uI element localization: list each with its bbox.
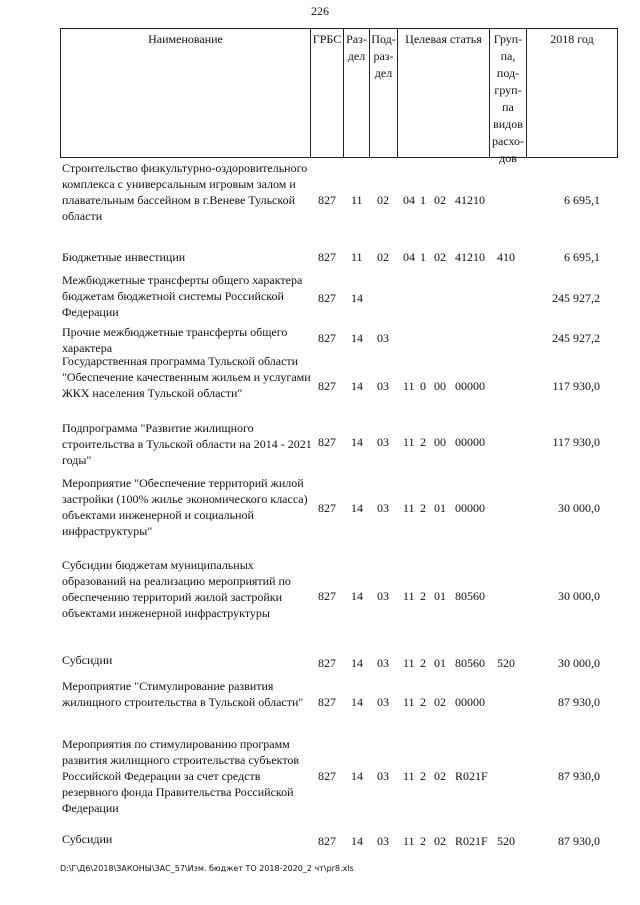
row-podr: 02 (377, 250, 389, 264)
row-amount: 87 930,0 (558, 695, 600, 709)
header-podrazdel: Под- раз- дел (369, 28, 397, 158)
row-name: Мероприятие "Обеспечение территорий жилой застройки (100% жилье экономического класса) объектами инженерной и социальной инфраструктуры" (62, 476, 308, 538)
row-k3: 02 (434, 834, 446, 848)
row-k2: 2 (420, 589, 426, 603)
row-k2: 2 (420, 769, 426, 783)
row-k1: 11 (403, 379, 415, 393)
row-grbs: 827 (318, 193, 336, 207)
header-group: Груп- па, под- груп- па видов расхо- дов (489, 28, 526, 158)
row-name: Строительство физкультурно-оздоровительного комплекса с универсальным игровым залом и плавательным бассейном в г.Веневе Тульской области (62, 161, 308, 223)
row-k3: 02 (434, 695, 446, 709)
row-amount: 87 930,0 (558, 834, 600, 848)
row-k2: 2 (420, 695, 426, 709)
row-name: Бюджетные инвестиции (62, 250, 186, 264)
row-name: Подпрограмма "Развитие жилищного строительства в Тульской области на 2014 - 2021 годы" (62, 421, 312, 467)
row-code: 00000 (455, 695, 485, 709)
row-grbs: 827 (318, 291, 336, 305)
row-k1: 04 (403, 193, 415, 207)
row-razd: 14 (351, 379, 363, 393)
row-podr: 02 (377, 193, 389, 207)
row-grbs: 827 (318, 589, 336, 603)
row-grbs: 827 (318, 834, 336, 848)
row-k2: 2 (420, 834, 426, 848)
row-razd: 14 (351, 589, 363, 603)
row-k3: 01 (434, 501, 446, 515)
row-k1: 11 (403, 656, 415, 670)
row-name: Субсидии (62, 653, 113, 667)
row-code: R021F (455, 769, 488, 783)
row-code: 00000 (455, 501, 485, 515)
row-code: 41210 (455, 250, 485, 264)
row-k2: 1 (420, 193, 426, 207)
row-razd: 14 (351, 435, 363, 449)
row-podr: 03 (377, 769, 389, 783)
header-grbs: ГРБС (310, 28, 343, 158)
row-razd: 14 (351, 834, 363, 848)
row-podr: 03 (377, 379, 389, 393)
row-code: 00000 (455, 435, 485, 449)
row-podr: 03 (377, 501, 389, 515)
row-code: R021F (455, 834, 488, 848)
row-k1: 11 (403, 769, 415, 783)
row-podr: 03 (377, 331, 389, 345)
row-grbs: 827 (318, 656, 336, 670)
row-amount: 6 695,1 (564, 193, 600, 207)
row-name: Субсидии (62, 832, 113, 846)
row-amount: 117 930,0 (552, 379, 600, 393)
row-k3: 01 (434, 589, 446, 603)
row-name: Государственная программа Тульской области "Обеспечение качественным жильем и услугами ЖКХ населения Тульской области" (62, 354, 311, 400)
row-k2: 2 (420, 435, 426, 449)
row-grbs: 827 (318, 501, 336, 515)
row-name: Мероприятия по стимулированию программ развития жилищного строительства субъектов Российской Федерации за счет средств резервного фонда Правительства Российской Федерации (62, 737, 300, 815)
row-podr: 03 (377, 834, 389, 848)
row-k2: 0 (420, 379, 426, 393)
row-amount: 117 930,0 (552, 435, 600, 449)
row-k1: 11 (403, 501, 415, 515)
header-razdel: Раз- дел (343, 28, 369, 158)
file-path: D:\Г\Д6\2018\ЗАКОНЫ\ЗАС_57\Изм. бюджет ТО 2018-2020_2 чт\pr8.xls (60, 864, 354, 873)
row-name: Субсидии бюджетам муниципальных образований на реализацию мероприятий по обеспечению территорий жилой застройки объектами инженерной инфраструктуры (62, 558, 291, 620)
row-k3: 02 (434, 193, 446, 207)
row-grbs: 827 (318, 331, 336, 345)
row-k1: 11 (403, 435, 415, 449)
row-vr: 520 (497, 834, 515, 848)
row-vr: 520 (497, 656, 515, 670)
row-razd: 14 (351, 331, 363, 345)
row-razd: 14 (351, 695, 363, 709)
row-k3: 02 (434, 250, 446, 264)
row-vr: 410 (497, 250, 515, 264)
row-razd: 14 (351, 291, 363, 305)
row-k3: 02 (434, 769, 446, 783)
header-year: 2018 год (526, 28, 618, 158)
row-k2: 2 (420, 501, 426, 515)
row-amount: 245 927,2 (552, 331, 600, 345)
row-grbs: 827 (318, 379, 336, 393)
row-name: Мероприятие "Стимулирование развития жилищного строительства в Тульской области" (62, 679, 304, 709)
row-grbs: 827 (318, 695, 336, 709)
page-number: 226 (311, 4, 329, 18)
row-code: 80560 (455, 589, 485, 603)
row-k3: 00 (434, 379, 446, 393)
row-razd: 14 (351, 656, 363, 670)
table-header (60, 28, 618, 165)
row-amount: 30 000,0 (558, 501, 600, 515)
row-razd: 11 (351, 193, 363, 207)
header-target: Целевая статья (397, 28, 489, 158)
row-code: 00000 (455, 379, 485, 393)
row-amount: 245 927,2 (552, 291, 600, 305)
header-name: Наименование (60, 28, 310, 158)
row-grbs: 827 (318, 769, 336, 783)
row-k2: 1 (420, 250, 426, 264)
row-k1: 11 (403, 695, 415, 709)
row-k2: 2 (420, 656, 426, 670)
row-k3: 00 (434, 435, 446, 449)
row-amount: 6 695,1 (564, 250, 600, 264)
row-podr: 03 (377, 589, 389, 603)
row-grbs: 827 (318, 435, 336, 449)
row-razd: 14 (351, 769, 363, 783)
row-podr: 03 (377, 656, 389, 670)
row-code: 41210 (455, 193, 485, 207)
row-k1: 11 (403, 589, 415, 603)
row-podr: 03 (377, 435, 389, 449)
row-amount: 87 930,0 (558, 769, 600, 783)
row-name: Межбюджетные трансферты общего характера бюджетам бюджетной системы Российской Федерации (62, 273, 303, 319)
row-k3: 01 (434, 656, 446, 670)
row-k1: 04 (403, 250, 415, 264)
row-razd: 11 (351, 250, 363, 264)
row-amount: 30 000,0 (558, 656, 600, 670)
row-podr: 03 (377, 695, 389, 709)
row-grbs: 827 (318, 250, 336, 264)
row-k1: 11 (403, 834, 415, 848)
row-razd: 14 (351, 501, 363, 515)
row-code: 80560 (455, 656, 485, 670)
row-amount: 30 000,0 (558, 589, 600, 603)
row-name: Прочие межбюджетные трансферты общего характера (62, 325, 288, 355)
